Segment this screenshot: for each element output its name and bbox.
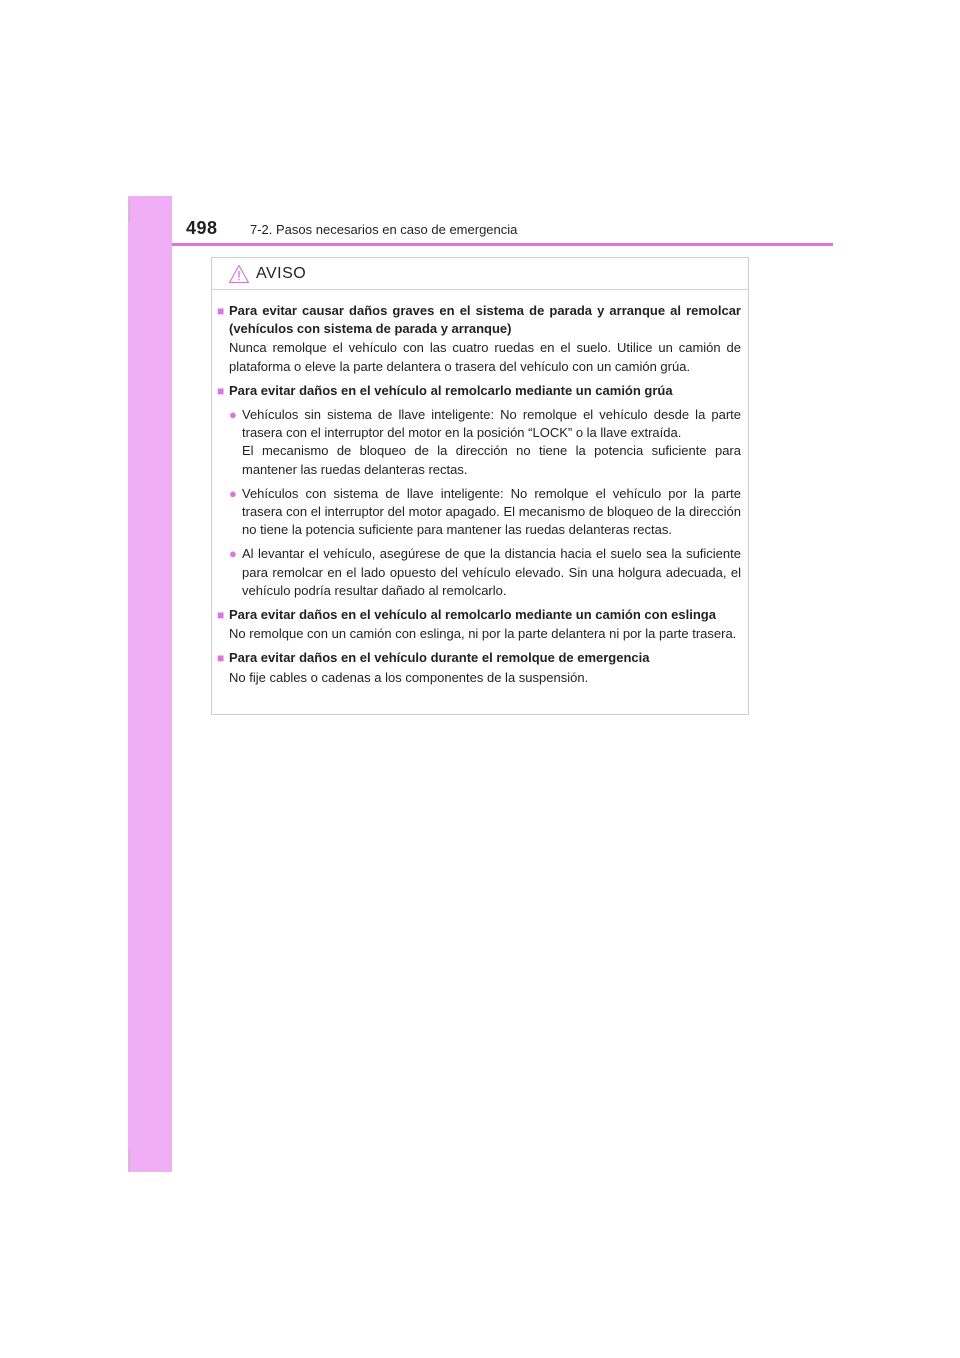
list-item (217, 485, 741, 540)
crop-mark (129, 200, 130, 222)
section-body: No fije cables o cadenas a los componentes de la suspensión. (229, 669, 589, 685)
section-heading (217, 382, 741, 400)
square-bullet-icon: ■ (217, 651, 225, 666)
list-item-line: El mecanismo de bloqueo de la dirección no tiene la potencia suficiente para mantener las ruedas delanteras rectas. (242, 443, 741, 477)
warning-triangle-icon (228, 264, 250, 284)
list-item-line: Vehículos sin sistema de llave inteligente: No remolque el vehículo desde la parte trasera con el interruptor del motor en la posición “LOCK” o la llave extraída. (242, 407, 741, 441)
section-heading-text: Para evitar daños en el vehículo durante el remolque de emergencia (229, 650, 650, 666)
crop-mark (129, 1150, 130, 1172)
list-item-text: Al levantar el vehículo, asegúrese de que la distancia hacia el suelo sea la suficiente para remolcar en el lado opuesto del vehículo elevado. Sin una holgura adecuada, el vehículo podría resultar dañado al remolcarlo. (242, 546, 741, 598)
chapter-side-tab (128, 196, 172, 1172)
section-body: Nunca remolque el vehículo con las cuatro ruedas en el suelo. Utilice un camión de plataforma o eleve la parte delantera o trasera del vehículo con un camión grúa. (229, 340, 741, 374)
section-heading (217, 649, 741, 667)
warning-content (217, 296, 741, 687)
page-number: 498 (186, 218, 218, 238)
warning-header (212, 258, 748, 290)
section-heading-text: Para evitar causar daños graves en el sistema de parada y arranque al remolcar (vehículos con sistema de parada y arranque) (229, 303, 741, 337)
list-item (217, 406, 741, 479)
square-bullet-icon: ■ (217, 383, 225, 398)
header-rule (172, 243, 833, 246)
square-bullet-icon: ■ (217, 304, 225, 318)
list-item-text: Vehículos con sistema de llave inteligente: No remolque el vehículo por la parte trasera con el interruptor del motor apagado. El mecanismo de bloqueo de la dirección no tiene la potencia suficiente para mantener las ruedas delanteras rectas. (242, 485, 741, 538)
section-heading (217, 302, 741, 338)
circle-bullet-icon: ● (229, 546, 237, 562)
section-heading-text: Para evitar daños en el vehículo al remolcarlo mediante un camión grúa (229, 382, 673, 398)
warning-box (211, 257, 749, 715)
list-item (217, 545, 741, 600)
warning-title: AVISO (256, 264, 307, 282)
square-bullet-icon: ■ (217, 608, 225, 623)
circle-bullet-icon: ● (229, 407, 237, 423)
section-title: 7-2. Pasos necesarios en caso de emergencia (250, 222, 518, 237)
section-heading-text: Para evitar daños en el vehículo al remolcarlo mediante un camión con eslinga (229, 607, 716, 623)
section-heading (217, 606, 741, 624)
section-body: No remolque con un camión con eslinga, ni por la parte delantera ni por la parte trasera. (229, 626, 737, 642)
circle-bullet-icon: ● (229, 485, 237, 501)
page-header (186, 218, 517, 239)
list-item-text (242, 406, 741, 479)
